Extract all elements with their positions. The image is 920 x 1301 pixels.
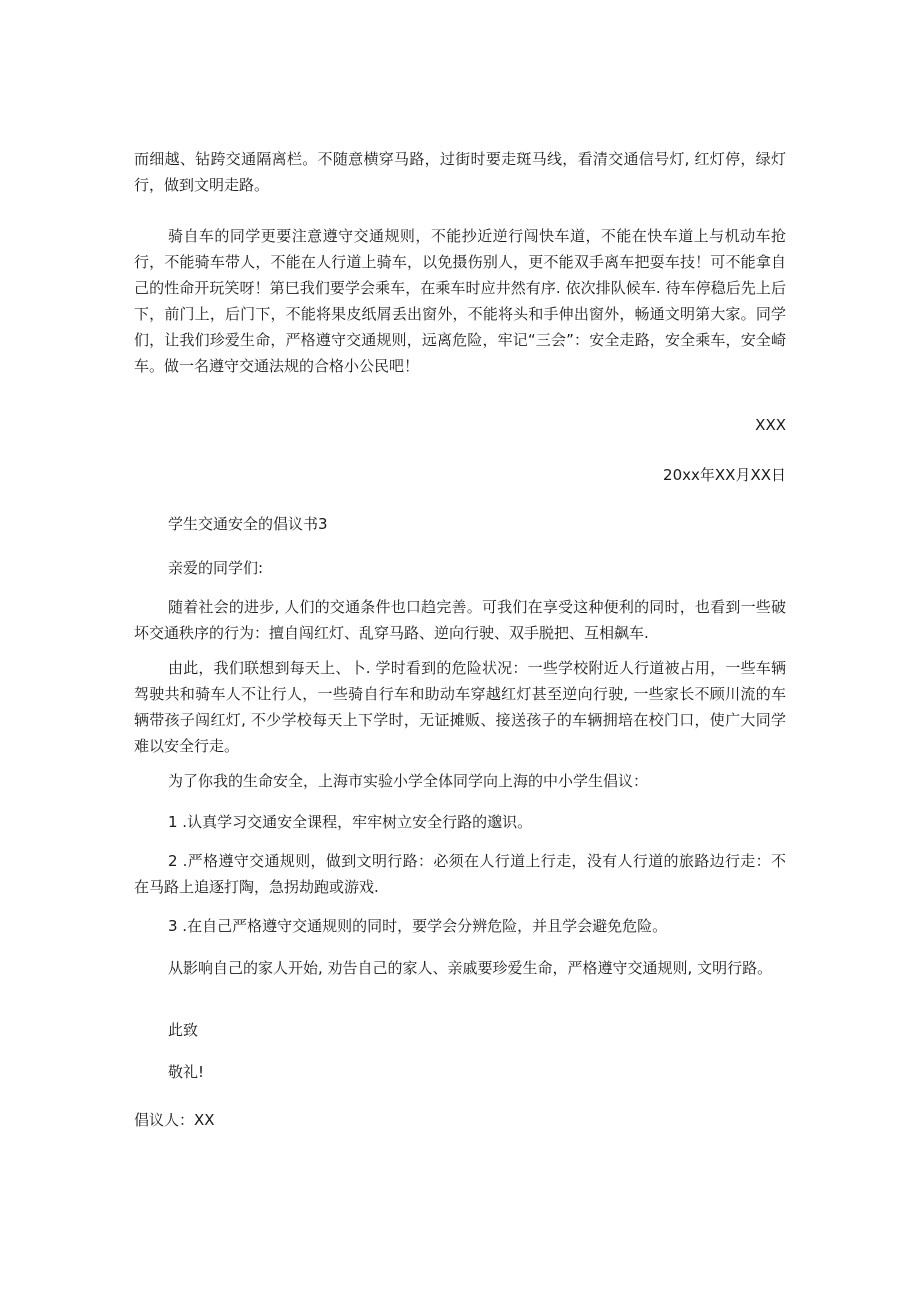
signature: XXX	[755, 416, 786, 434]
paragraph-bicycle-rules: 骑自车的同学更要注意遵守交通规则，不能抄近逆行闯快车道，不能在快车道上与机动车抢行，不能骑车带人，不能在人行道上骑车，以免摄伤别人，更不能双手离车把耍车技！可不能拿自己的性命开玩笑呀！第巳我们要学会乘车，在乘车时应井然有序. 依次排队候车. 待车停稳后先上后下，前门上，后门下，不能将果皮纸屑丢出窗外，不能将头和手伸出窗外，畅通文明第大家。同学们，让我们珍爱生命，严格遵守交通规则，远离危险，牢记“三会”：安全走路，安全乘车，安全崎车。做一名遵守交通法规的合格小公民吧！	[134, 227, 786, 375]
paragraph-dangers: 由此，我们联想到每天上、卜. 学时看到的危险状况：一些学校附近人行道被占用，一些车辆驾驶共和骑车人不让行人，一些骑自行车和助动车穿越红灯甚至逆向行驶, 一些家长不顾川流的车辆带孩子闯红灯, 不少学校每天上下学时，无证摊贩、接送孩子的车辆拥培在校门口，使广大同学难以安全行走。	[134, 659, 786, 755]
closing-line-2: 敬礼!	[168, 1063, 205, 1081]
closing-line-1: 此致	[168, 1021, 199, 1039]
paragraph-continuation: 而细越、钻跨交通隔离栏。不随意横穿马路，过街时要走斑马线，看清交通信号灯, 红灯停，绿灯行，做到文明走路。	[134, 150, 786, 194]
paragraph-call: 为了你我的生命安全，上海市实验小学全体同学向上海的中小学生倡议：	[168, 772, 649, 790]
paragraph-intro: 随着社会的进步, 人们的交通条件也口趋完善。可我们在享受这种便利的同时，也看到一些破坏交通秩序的行为：擅自闯红灯、乱穿马路、逆向行驶、双手脱把、互相飙车.	[134, 598, 786, 642]
proposer: 倡议人：XX	[134, 1111, 215, 1129]
paragraph-family: 从影响自己的家人开始, 劝告自己的家人、亲戚要珍爱生命，严格遵守交通规则, 文明行路。	[168, 959, 773, 977]
proposal-item-2: 2 .严格遵守交通规则，做到文明行路：必须在人行道上行走，没有人行道的旅路边行走：不在马路上追逐打陶，急拐劫跑或游戏.	[134, 852, 786, 896]
document-title: 学生交通安全的倡议书3	[168, 515, 328, 533]
date: 20xx年XX月XX日	[663, 466, 786, 484]
proposal-item-3: 3 .在自己严格遵守交通规则的同时，要学会分辨危险，并且学会避免危险。	[168, 917, 668, 935]
proposal-item-1: 1 .认真学习交通安全课程，牢牢树立安全行路的邈识。	[168, 813, 533, 831]
greeting: 亲爱的同学们:	[168, 559, 264, 577]
